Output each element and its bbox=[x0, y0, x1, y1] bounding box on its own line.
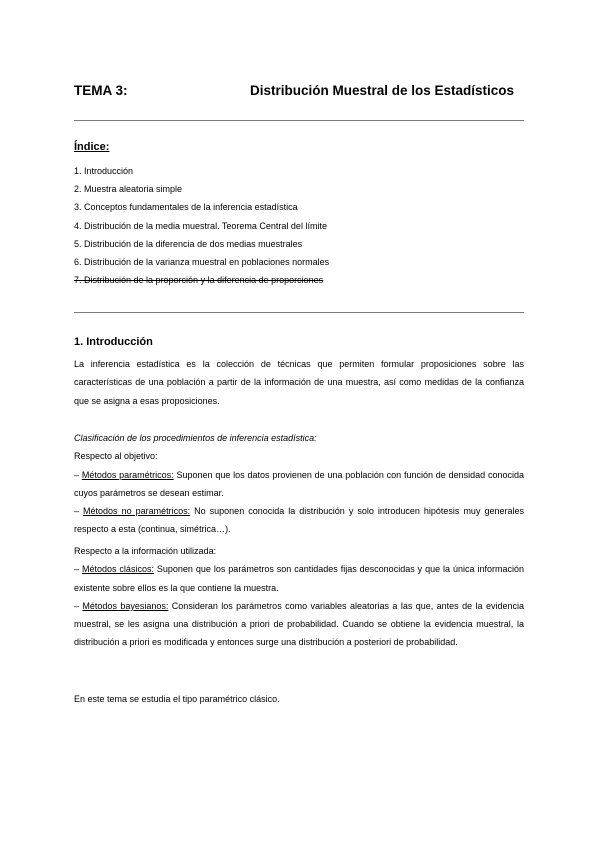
index-list bbox=[74, 162, 329, 289]
classification-block bbox=[74, 429, 524, 539]
divider-bottom bbox=[74, 312, 524, 313]
section-title: 1. Introducción bbox=[74, 336, 153, 348]
informacion-heading: Respecto a la información utilizada: bbox=[74, 546, 217, 556]
tema-label: TEMA 3: bbox=[74, 83, 128, 98]
index-item: 2. Muestra aleatoria simple bbox=[74, 184, 183, 195]
information-block bbox=[74, 542, 524, 652]
dash: – bbox=[74, 564, 82, 575]
document-title: Distribución Muestral de los Estadísticos bbox=[250, 83, 515, 98]
clasicos-label: Métodos clásicos: bbox=[81, 564, 154, 575]
clasicos-text: Suponen que los parámetros son cantidades fijas desconocidas y que la única información existente sobre ellos es la que contiene la muestra. bbox=[74, 564, 524, 593]
index-item: 6. Distribución de la varianza muestral en poblaciones normales bbox=[74, 257, 330, 268]
objetivo-heading: Respecto al objetivo: bbox=[74, 451, 158, 462]
index-item: 4. Distribución de la media muestral. Teorema Central del límite bbox=[74, 220, 327, 231]
no-parametricos-item bbox=[74, 502, 524, 539]
dash: – bbox=[74, 469, 82, 480]
divider-top bbox=[74, 120, 524, 121]
closing-paragraph bbox=[74, 690, 524, 708]
bayesianos-label: Métodos bayesianos: bbox=[82, 600, 169, 611]
parametricos-label: Métodos paramétricos: bbox=[81, 469, 174, 480]
index-item-struck: 7. Distribución de la proporción y la diferencia de proporciones bbox=[74, 275, 324, 286]
dash: – bbox=[74, 600, 83, 611]
intro-paragraph bbox=[74, 355, 524, 410]
parametricos-text: Suponen que los datos provienen de una población con función de densidad conocida cuyos parámetros se desean estimar. bbox=[74, 469, 524, 498]
classification-heading: Clasificación de los procedimientos de inferencia estadística: bbox=[74, 433, 317, 443]
no-parametricos-text: No suponen conocida la distribución y solo introducen hipótesis muy generales respecto a esta (continua, simétrica…). bbox=[74, 506, 524, 535]
parametricos-item bbox=[74, 466, 524, 503]
dash: – bbox=[74, 506, 84, 517]
index-item: 5. Distribución de la diferencia de dos medias muestrales bbox=[74, 238, 303, 249]
index-item: 1. Introducción bbox=[74, 166, 134, 176]
closing-text: En este tema se estudia el tipo paramétrico clásico. bbox=[74, 694, 280, 704]
bayesianos-text: Consideran los parámetros como variables aleatorias a las que, antes de la evidencia muestral, se les asigna una distribución a priori de probabilidad. Cuando se obtiene la evidencia muestral, la distribución a priori es modificada y entonces surge una distribución a posteriori de probabilidad. bbox=[74, 600, 524, 648]
no-parametricos-label: Métodos no paramétricos: bbox=[83, 506, 191, 517]
clasicos-item bbox=[74, 560, 524, 597]
intro-text: La inferencia estadística es la colección de técnicas que permiten formular proposiciones sobre las características de una población a partir de la información de una muestra, así como medidas de la confianza que se asigna a esas proposiciones. bbox=[74, 359, 524, 406]
index-item: 3. Conceptos fundamentales de la inferencia estadística bbox=[74, 202, 298, 213]
bayesianos-item bbox=[74, 597, 524, 652]
index-heading: Índice: bbox=[74, 141, 110, 153]
